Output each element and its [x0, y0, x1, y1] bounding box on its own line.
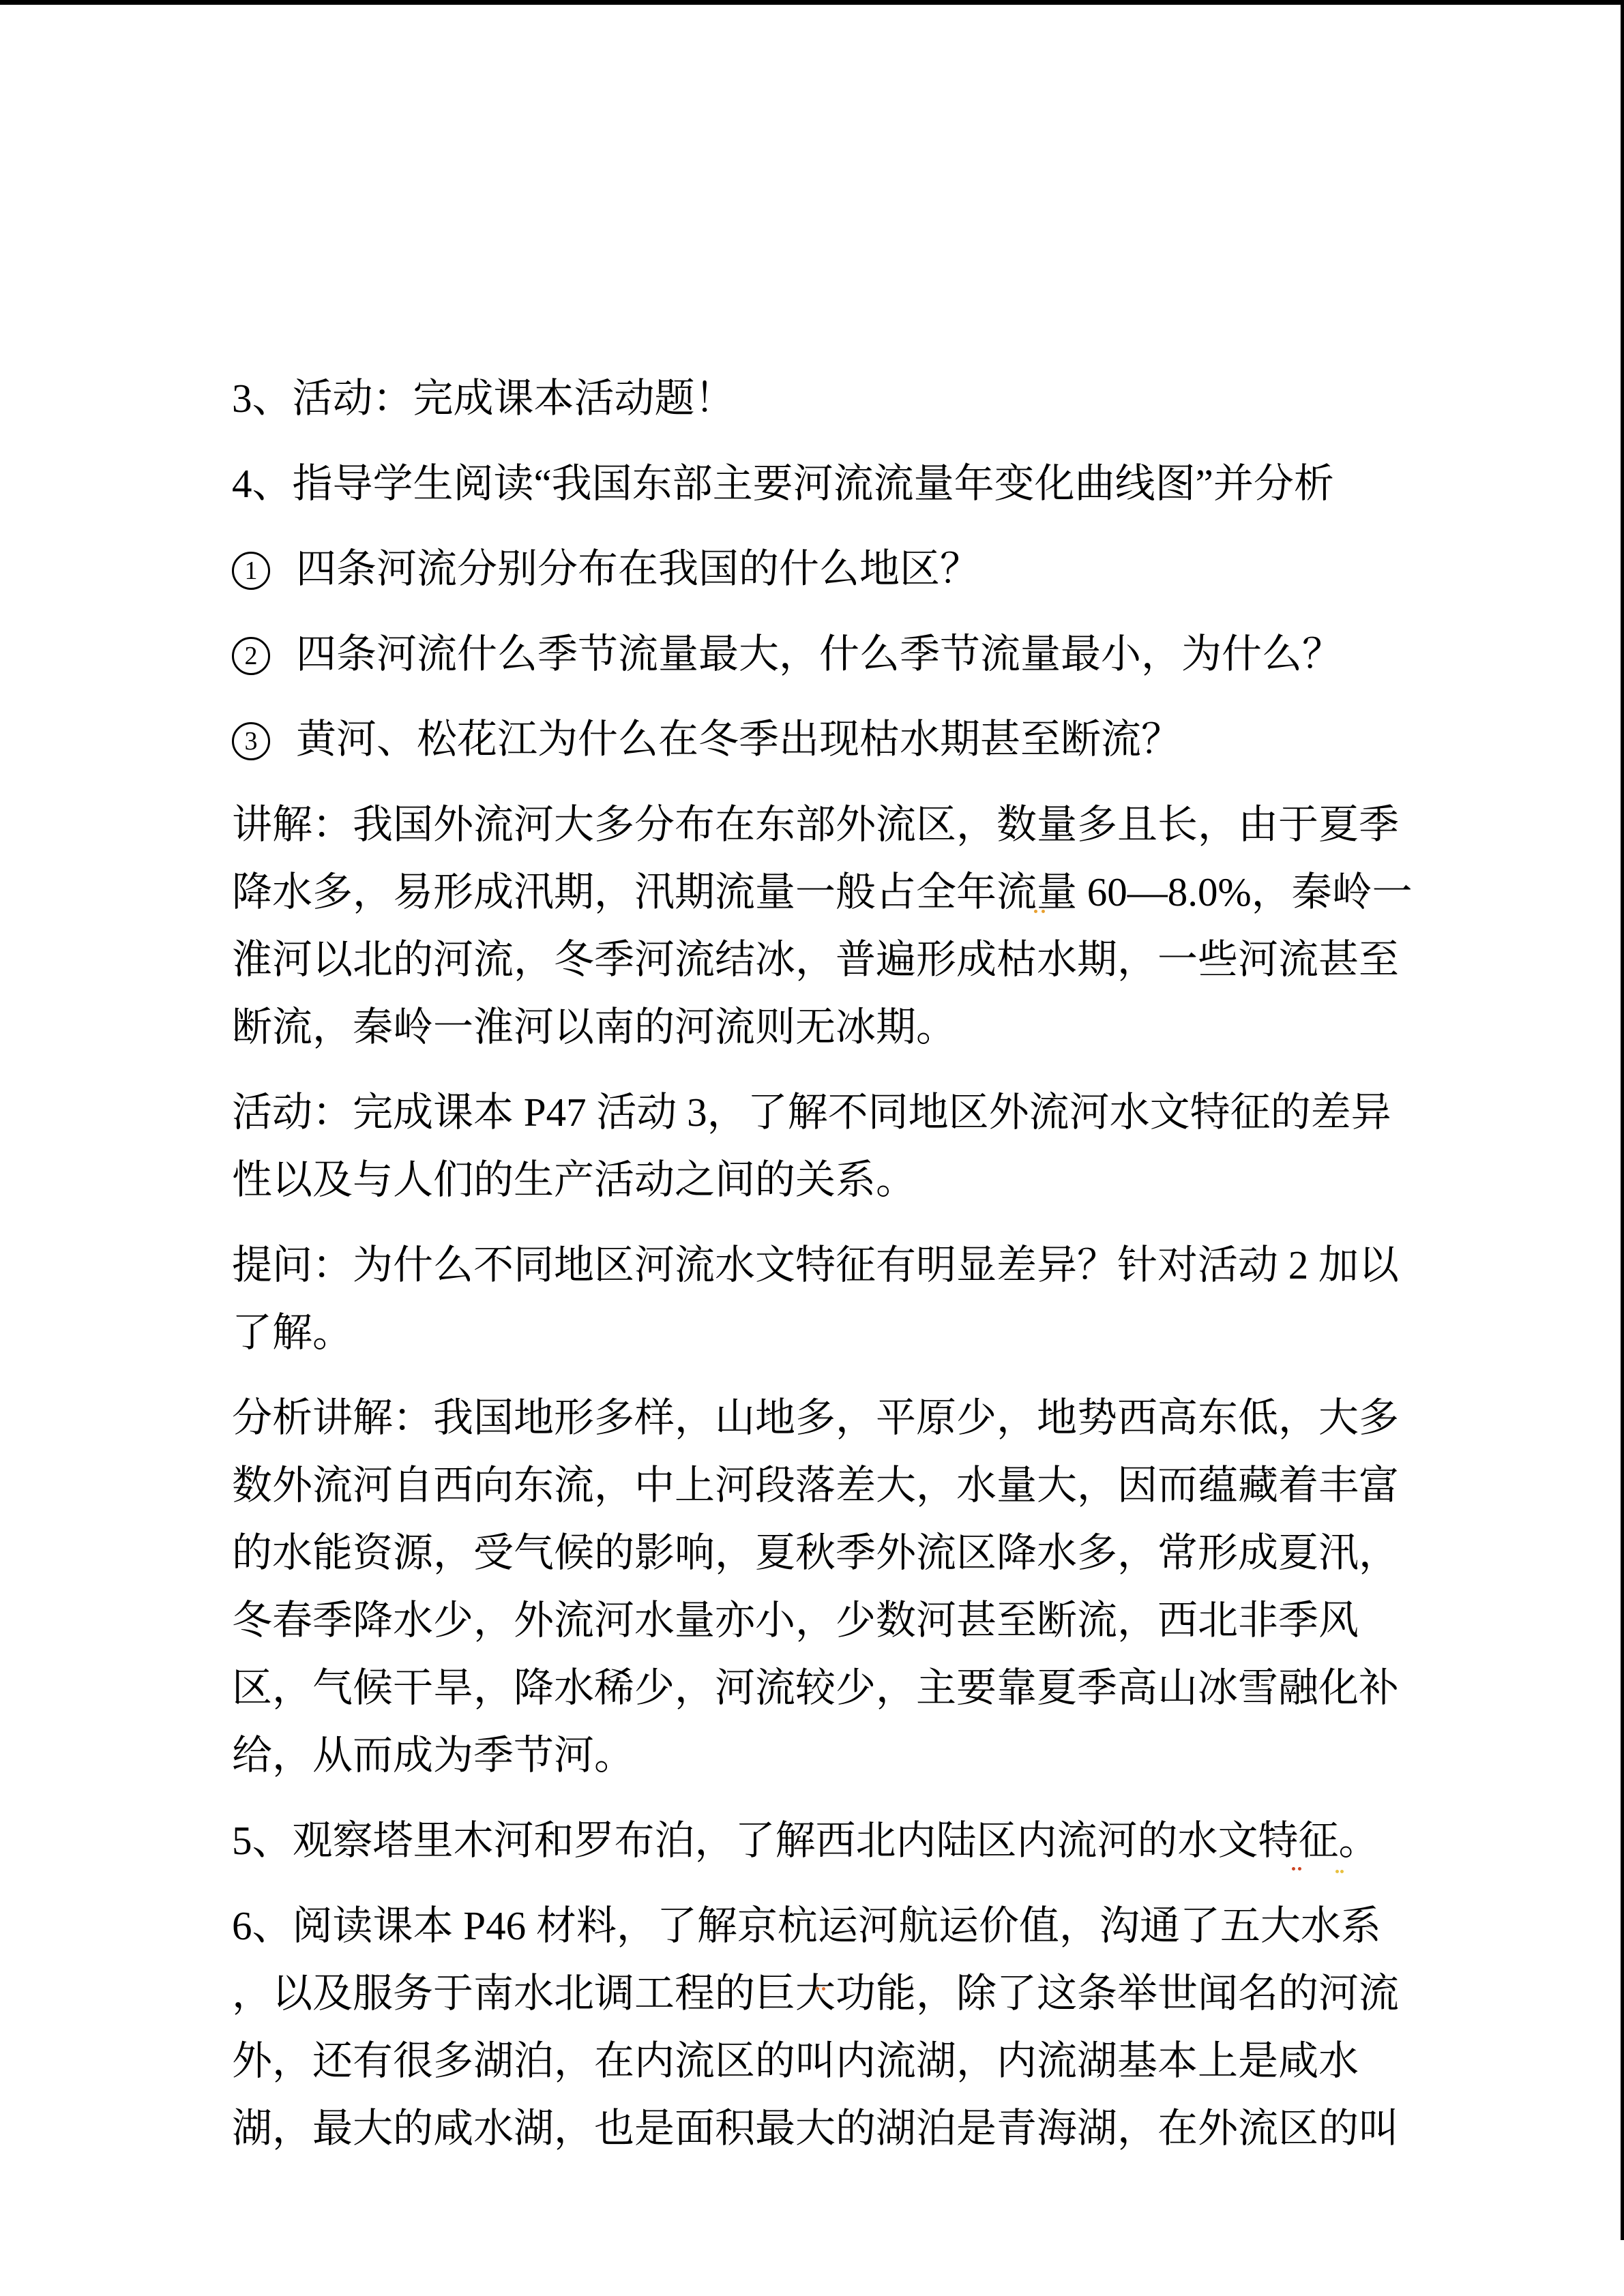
circled-number-icon: 3 — [232, 722, 270, 760]
text-line — [232, 706, 1432, 773]
list-item-text: 四条河流什么季节流量最大，什么季节流量最小，为什么？ — [296, 631, 1343, 676]
text-line: 了解。 — [232, 1310, 353, 1355]
circled-number-icon: 2 — [232, 637, 270, 675]
spellcheck-mark — [816, 1987, 825, 1991]
document-body — [232, 365, 1432, 2162]
window-right-border — [1621, 0, 1624, 2240]
text-line: 湖，最大的咸水湖，也是面积最大的湖泊是青海湖，在外流区的叫 — [232, 2106, 1400, 2151]
list-item-circled-3 — [232, 706, 1432, 773]
text-line: 提问：为什么不同地区河流水文特征有明显差异？针对活动 2 加以 — [232, 1242, 1400, 1287]
text-line: ，以及服务于南水北调工程的巨大功能，除了这条举世闻名的河流 — [232, 1971, 1400, 2016]
text-line: 活动：完成课本 P47 活动 3，了解不同地区外流河水文特征的差异 — [232, 1090, 1391, 1135]
paragraph — [232, 365, 1432, 432]
text-line — [232, 535, 1432, 603]
paragraph — [232, 1892, 1432, 2162]
paragraph — [232, 1807, 1432, 1875]
spellcheck-mark — [1034, 910, 1045, 913]
spellcheck-mark — [1292, 1867, 1301, 1870]
text-line: 数外流河自西向东流，中上河段落差大，水量大，因而蕴藏着丰富 — [232, 1463, 1400, 1508]
spellcheck-mark — [1335, 1870, 1344, 1873]
text-line: 的水能资源，受气候的影响，夏秋季外流区降水多，常形成夏汛， — [232, 1530, 1400, 1575]
text-line: 5、观察塔里木河和罗布泊，了解西北内陆区内流河的水文特征。 — [232, 1818, 1379, 1863]
text-line: 断流，秦岭一淮河以南的河流则无冰期。 — [232, 1004, 957, 1049]
text-line: 给，从而成为季节河。 — [232, 1733, 635, 1778]
circled-number-icon: 1 — [232, 552, 270, 590]
text-line: 分析讲解：我国地形多样，山地多，平原少，地势西高东低，大多 — [232, 1395, 1400, 1440]
paragraph — [232, 1079, 1432, 1214]
text-line: 6、阅读课本 P46 材料，了解京杭运河航运价值，沟通了五大水系 — [232, 1903, 1381, 1948]
list-item-text: 黄河、松花江为什么在冬季出现枯水期甚至断流？ — [296, 717, 1182, 762]
list-item-circled-1 — [232, 535, 1432, 603]
text-line: 淮河以北的河流，冬季河流结冰，普遍形成枯水期，一些河流甚至 — [232, 937, 1400, 982]
text-line: 性以及与人们的生产活动之间的关系。 — [232, 1157, 917, 1202]
text-line: 区，气候干旱，降水稀少，河流较少，主要靠夏季高山冰雪融化补 — [232, 1665, 1400, 1710]
text-line: 降水多，易形成汛期，汛期流量一般占全年流量 60—8.0%，秦岭一 — [232, 869, 1413, 914]
text-line: 讲解：我国外流河大多分布在东部外流区，数量多且长，由于夏季 — [232, 802, 1400, 847]
paragraph — [232, 1384, 1432, 1789]
text-line — [232, 621, 1432, 688]
list-item-circled-2 — [232, 621, 1432, 688]
text-line: 3、活动：完成课本活动题！ — [232, 376, 735, 421]
text-line: 4、指导学生阅读“我国东部主要河流流量年变化曲线图”并分析 — [232, 461, 1334, 506]
paragraph — [232, 450, 1432, 518]
paragraph — [232, 1232, 1432, 1367]
text-line: 冬春季降水少，外流河水量亦小，少数河甚至断流，西北非季风 — [232, 1598, 1359, 1643]
text-line: 外，还有很多湖泊，在内流区的叫内流湖，内流湖基本上是咸水 — [232, 2038, 1359, 2083]
window-top-border — [0, 0, 1624, 5]
list-item-text: 四条河流分别分布在我国的什么地区？ — [296, 546, 981, 591]
paragraph — [232, 791, 1432, 1061]
